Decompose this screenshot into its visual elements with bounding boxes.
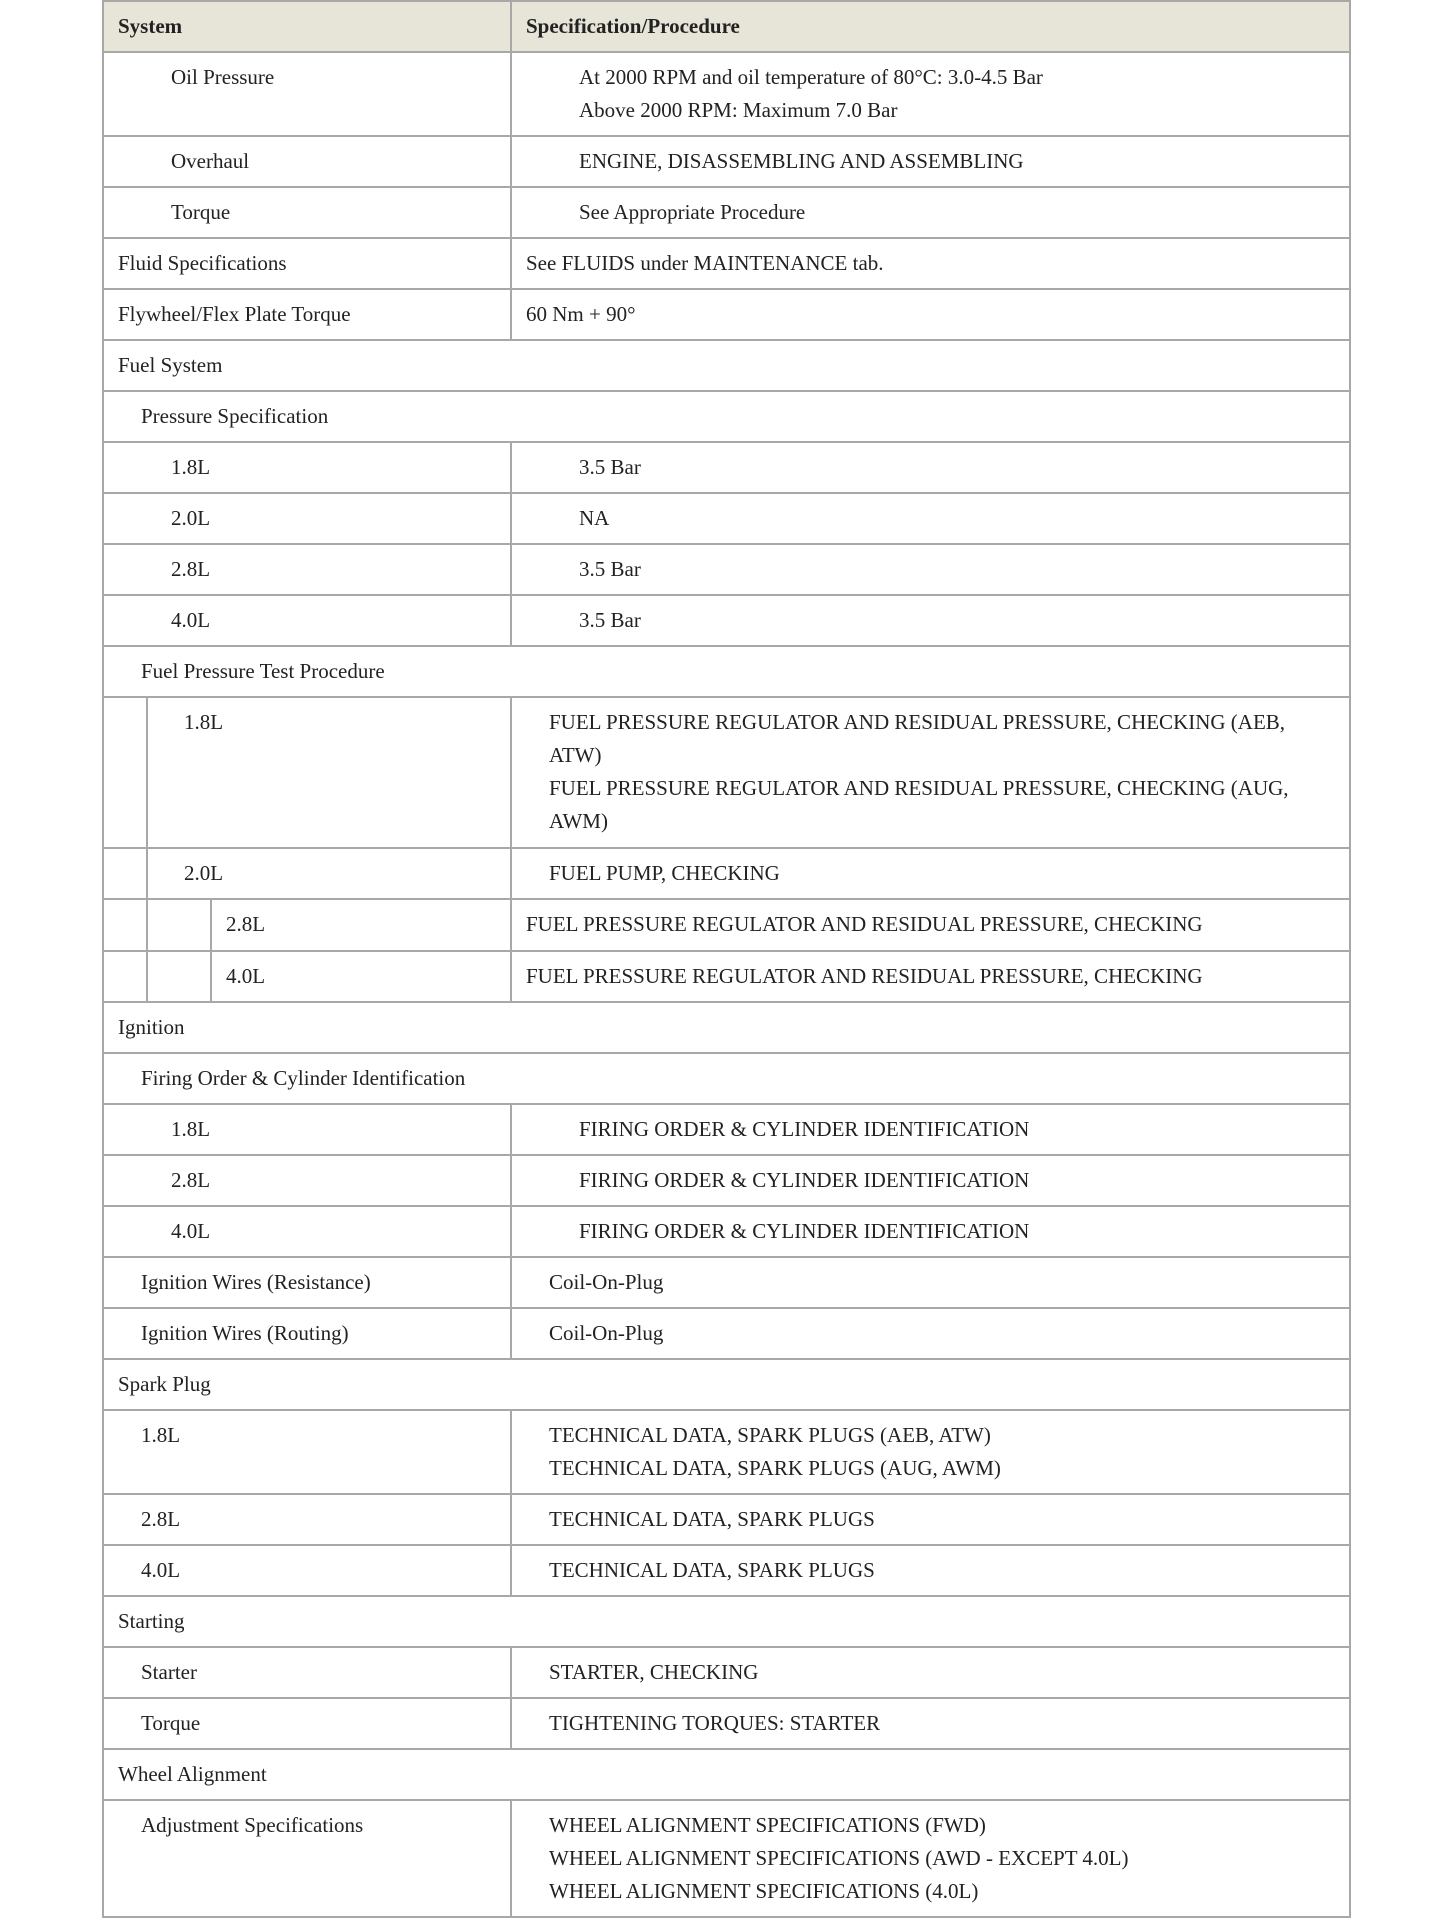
table-row <box>103 493 1350 544</box>
spec-text: See FLUIDS under MAINTENANCE tab. <box>526 251 884 275</box>
section-row <box>103 1359 1350 1410</box>
table-row <box>103 187 1350 238</box>
subsection-row <box>103 646 1350 697</box>
spec-text: FUEL PRESSURE REGULATOR AND RESIDUAL PRESSURE, CHECKING <box>526 912 1203 936</box>
system-cell <box>103 1494 511 1545</box>
spec-line: At 2000 RPM and oil temperature of 80°C: 3.0-4.5 Bar <box>579 65 1043 89</box>
table-row <box>103 1800 1350 1917</box>
system-cell <box>103 1698 511 1749</box>
table-row <box>103 899 1350 951</box>
header-system <box>103 1 511 52</box>
spec-text: Coil-On-Plug <box>549 1270 664 1294</box>
row-label: 2.0L <box>171 506 211 530</box>
spec-line: WHEEL ALIGNMENT SPECIFICATIONS (FWD) <box>549 1813 986 1837</box>
spec-cell <box>511 1494 1350 1545</box>
table-row <box>103 1257 1350 1308</box>
row-label: Fluid Specifications <box>118 251 287 275</box>
spec-cell <box>511 697 1350 848</box>
system-cell <box>103 544 511 595</box>
table-header-row <box>103 1 1350 52</box>
spec-text: STARTER, CHECKING <box>549 1660 759 1684</box>
table-row <box>103 1647 1350 1698</box>
section-cell <box>103 1002 1350 1053</box>
spec-cell <box>511 848 1350 899</box>
table-row <box>103 1206 1350 1257</box>
row-label: 1.8L <box>184 710 224 734</box>
spec-text: 3.5 Bar <box>579 608 641 632</box>
section-label: Starting <box>118 1609 185 1633</box>
spec-text: Coil-On-Plug <box>549 1321 664 1345</box>
row-label: 4.0L <box>171 1219 211 1243</box>
spec-cell <box>511 899 1350 951</box>
table-row <box>103 238 1350 289</box>
subsection-cell <box>103 646 1350 697</box>
spec-cell <box>511 1308 1350 1359</box>
row-label: 2.8L <box>171 557 211 581</box>
section-label: Fuel System <box>118 353 223 377</box>
nesting-gutter <box>104 900 148 950</box>
spec-text: 60 Nm + 90° <box>526 302 636 326</box>
table-row <box>103 544 1350 595</box>
nesting-gutter <box>148 952 212 1001</box>
spec-text: TECHNICAL DATA, SPARK PLUGS <box>549 1507 875 1531</box>
spec-cell <box>511 1698 1350 1749</box>
spec-cell <box>511 493 1350 544</box>
subsection-row <box>103 1053 1350 1104</box>
system-cell <box>103 1308 511 1359</box>
system-cell <box>103 187 511 238</box>
system-cell <box>103 1257 511 1308</box>
row-label: Adjustment Specifications <box>141 1813 364 1837</box>
row-label: 2.8L <box>226 912 266 936</box>
table-row <box>103 697 1350 848</box>
spec-cell <box>511 1545 1350 1596</box>
subsection-label: Pressure Specification <box>141 404 329 428</box>
row-label: 4.0L <box>141 1558 181 1582</box>
table-row <box>103 951 1350 1002</box>
section-label: Ignition <box>118 1015 185 1039</box>
spec-text: FUEL PRESSURE REGULATOR AND RESIDUAL PRESSURE, CHECKING <box>526 964 1203 988</box>
nesting-gutter <box>148 900 212 950</box>
spec-cell <box>511 187 1350 238</box>
spec-cell <box>511 442 1350 493</box>
spec-text: FIRING ORDER & CYLINDER IDENTIFICATION <box>579 1168 1030 1192</box>
spec-cell <box>511 951 1350 1002</box>
table-row <box>103 442 1350 493</box>
section-cell <box>103 1359 1350 1410</box>
row-label: 2.8L <box>171 1168 211 1192</box>
spec-line: TECHNICAL DATA, SPARK PLUGS (AEB, ATW) <box>549 1423 991 1447</box>
spec-text: See Appropriate Procedure <box>579 200 806 224</box>
spec-text: FUEL PUMP, CHECKING <box>549 861 780 885</box>
system-cell <box>103 899 511 951</box>
table-row <box>103 1155 1350 1206</box>
row-label: 2.0L <box>184 861 224 885</box>
header-spec-label: Specification/Procedure <box>526 14 740 38</box>
spec-cell <box>511 1257 1350 1308</box>
system-cell <box>103 697 511 848</box>
nesting-gutter <box>104 698 148 847</box>
row-label: 1.8L <box>141 1423 181 1447</box>
system-cell <box>103 289 511 340</box>
table-row <box>103 595 1350 646</box>
spec-text: TECHNICAL DATA, SPARK PLUGS <box>549 1558 875 1582</box>
section-label: Wheel Alignment <box>118 1762 267 1786</box>
spec-text: TIGHTENING TORQUES: STARTER <box>549 1711 881 1735</box>
spec-text: FIRING ORDER & CYLINDER IDENTIFICATION <box>579 1117 1030 1141</box>
system-cell <box>103 1155 511 1206</box>
section-row <box>103 340 1350 391</box>
row-label: Torque <box>141 1711 201 1735</box>
section-row <box>103 1749 1350 1800</box>
system-cell <box>103 951 511 1002</box>
system-cell <box>103 493 511 544</box>
row-label: Torque <box>171 200 231 224</box>
spec-cell <box>511 136 1350 187</box>
section-row <box>103 1002 1350 1053</box>
table-row <box>103 848 1350 899</box>
spec-cell <box>511 595 1350 646</box>
system-cell <box>103 1410 511 1494</box>
table-row <box>103 136 1350 187</box>
spec-cell <box>511 1155 1350 1206</box>
row-label: 1.8L <box>171 1117 211 1141</box>
spec-text: 3.5 Bar <box>579 557 641 581</box>
spec-cell <box>511 1800 1350 1917</box>
table-row <box>103 1698 1350 1749</box>
system-cell <box>103 1104 511 1155</box>
section-cell <box>103 1749 1350 1800</box>
system-cell <box>103 595 511 646</box>
spec-line: TECHNICAL DATA, SPARK PLUGS (AUG, AWM) <box>549 1456 1001 1480</box>
spec-cell <box>511 238 1350 289</box>
row-label: Oil Pressure <box>171 65 275 89</box>
row-label: 1.8L <box>171 455 211 479</box>
spec-cell <box>511 544 1350 595</box>
system-cell <box>103 52 511 136</box>
spec-text: 3.5 Bar <box>579 455 641 479</box>
system-cell <box>103 442 511 493</box>
spec-text: FIRING ORDER & CYLINDER IDENTIFICATION <box>579 1219 1030 1243</box>
table-row <box>103 1410 1350 1494</box>
table-row <box>103 52 1350 136</box>
table-row <box>103 1545 1350 1596</box>
subsection-cell <box>103 1053 1350 1104</box>
subsection-row <box>103 391 1350 442</box>
system-cell <box>103 1206 511 1257</box>
spec-line: WHEEL ALIGNMENT SPECIFICATIONS (4.0L) <box>549 1879 979 1903</box>
system-cell <box>103 1545 511 1596</box>
subsection-cell <box>103 391 1350 442</box>
spec-cell <box>511 1410 1350 1494</box>
section-cell <box>103 340 1350 391</box>
row-label: Ignition Wires (Routing) <box>141 1321 349 1345</box>
system-cell <box>103 848 511 899</box>
spec-line: WHEEL ALIGNMENT SPECIFICATIONS (AWD - EXCEPT 4.0L) <box>549 1846 1129 1870</box>
table-row <box>103 1494 1350 1545</box>
system-cell <box>103 1647 511 1698</box>
spec-table <box>102 0 1351 1918</box>
system-cell <box>103 136 511 187</box>
row-label: Ignition Wires (Resistance) <box>141 1270 371 1294</box>
spec-cell <box>511 52 1350 136</box>
table-row <box>103 1104 1350 1155</box>
section-label: Spark Plug <box>118 1372 211 1396</box>
nesting-gutter <box>104 849 148 898</box>
row-label: 4.0L <box>226 964 266 988</box>
subsection-label: Firing Order & Cylinder Identification <box>141 1066 466 1090</box>
row-label: 2.8L <box>141 1507 181 1531</box>
header-system-label: System <box>118 14 183 38</box>
section-row <box>103 1596 1350 1647</box>
spec-cell <box>511 1206 1350 1257</box>
spec-line: Above 2000 RPM: Maximum 7.0 Bar <box>579 98 898 122</box>
subsection-label: Fuel Pressure Test Procedure <box>141 659 385 683</box>
row-label: 4.0L <box>171 608 211 632</box>
row-label: Overhaul <box>171 149 250 173</box>
spec-cell <box>511 1104 1350 1155</box>
table-row <box>103 1308 1350 1359</box>
system-cell <box>103 238 511 289</box>
row-label: Starter <box>141 1660 197 1684</box>
row-label: Flywheel/Flex Plate Torque <box>118 302 351 326</box>
spec-cell <box>511 289 1350 340</box>
spec-line: FUEL PRESSURE REGULATOR AND RESIDUAL PRESSURE, CHECKING (AEB, ATW) <box>549 710 1286 767</box>
section-cell <box>103 1596 1350 1647</box>
header-spec <box>511 1 1350 52</box>
spec-text: NA <box>579 506 610 530</box>
system-cell <box>103 1800 511 1917</box>
nesting-gutter <box>104 952 148 1001</box>
spec-line: FUEL PRESSURE REGULATOR AND RESIDUAL PRESSURE, CHECKING (AUG, AWM) <box>549 776 1289 833</box>
table-row <box>103 289 1350 340</box>
spec-text: ENGINE, DISASSEMBLING AND ASSEMBLING <box>579 149 1024 173</box>
spec-cell <box>511 1647 1350 1698</box>
